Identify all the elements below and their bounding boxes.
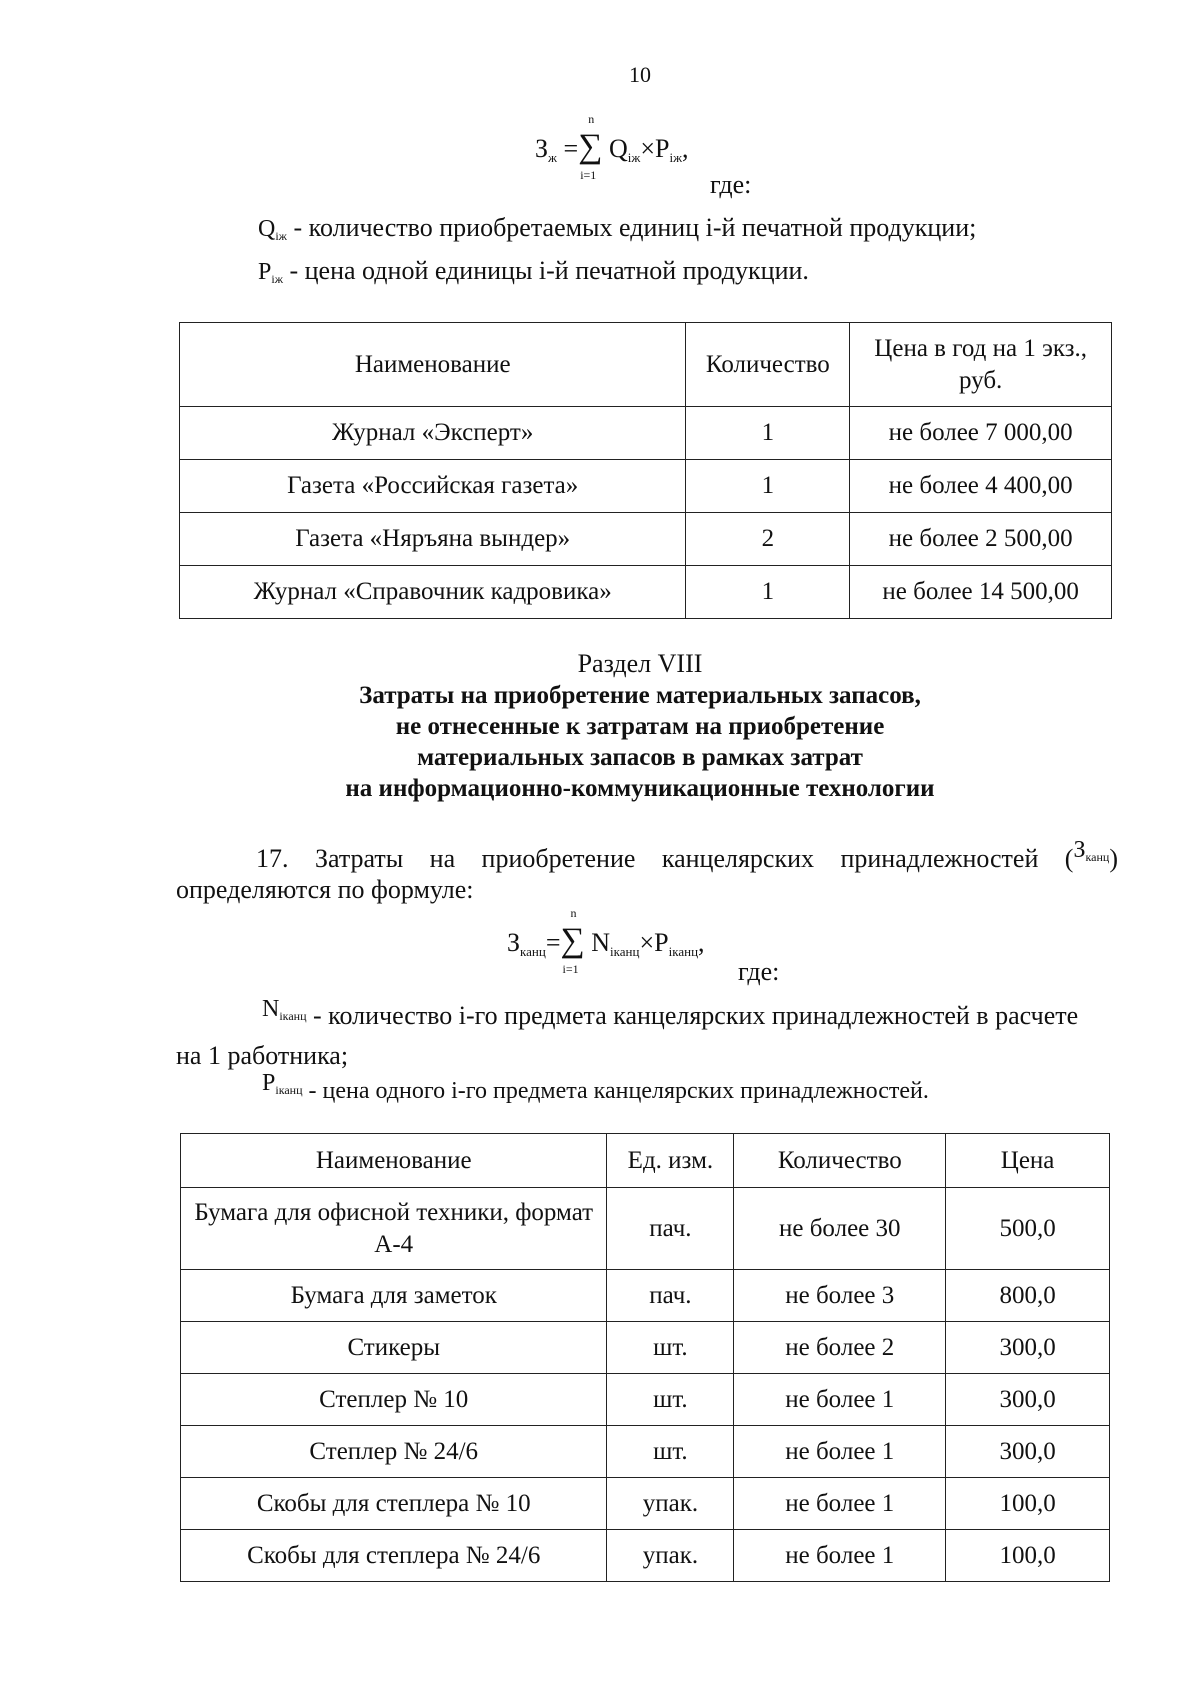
- header-cell: Количество: [734, 1134, 946, 1188]
- paragraph-17: 17. Затраты на приобретение канцелярских принадлежностей $(З_{канц})$: [256, 837, 1118, 873]
- header-cell: Количество: [686, 323, 850, 407]
- definition-q: $Q_{iж}$ - количество приобретаемых единиц i-й печатной продукции;: [258, 213, 977, 243]
- header-cell: Наименование: [180, 323, 686, 407]
- table-row: Скобы для степлера № 24/6 упак. не более 1 100,0: [181, 1530, 1110, 1582]
- table-row: Газета «Няръяна вындер» 2 не более 2 500,00: [180, 513, 1112, 566]
- table-row: Скобы для степлера № 10 упак. не более 1 100,0: [181, 1478, 1110, 1530]
- formula-where: где:: [738, 957, 780, 986]
- page-number: 10: [629, 62, 651, 87]
- stationery-table: [180, 1133, 1110, 1582]
- paragraph-17-line2: определяются по формуле:: [176, 875, 474, 904]
- header-cell: Наименование: [181, 1134, 607, 1188]
- definition-p-stationery: $P_{iканц}$ - цена одного i-го предмета канцелярских принадлежностей.: [262, 1070, 929, 1104]
- table-row: Стикеры шт. не более 2 300,0: [181, 1322, 1110, 1374]
- table-header-row: [181, 1134, 1110, 1188]
- table-row: Журнал «Справочник кадровика» 1 не более 14 500,00: [180, 566, 1112, 619]
- section-title-line: Затраты на приобретение материальных запасов,: [359, 682, 921, 709]
- formula-stationery: $З_{канц}=\sum$ n i=1 $N_{iканц}\times P_{iканц}$,: [507, 906, 705, 976]
- periodicals-table: [179, 322, 1112, 619]
- formula-periodicals: $З_ж$ =∑ n i=1 $Q_{iж}\times P_{iж}$,: [535, 112, 689, 182]
- definition-p: $P_{iж}$ - цена одной единицы i-й печатной продукции.: [258, 256, 809, 286]
- table-row: Бумага для заметок пач. не более 3 800,0: [181, 1270, 1110, 1322]
- table-row: Газета «Российская газета» 1 не более 4 400,00: [180, 460, 1112, 513]
- section-title-line: на информационно-коммуникационные технологии: [345, 775, 935, 802]
- section-heading: [260, 648, 1020, 804]
- table-row: Степлер № 24/6 шт. не более 1 300,0: [181, 1426, 1110, 1478]
- section-title-line: материальных запасов в рамках затрат: [417, 744, 863, 771]
- table-row: Бумага для офисной техники, формат А-4 пач. не более 30 500,0: [181, 1188, 1110, 1270]
- sum-symbol: ∑ n i=1: [578, 112, 603, 182]
- sum-symbol: ∑ n i=1: [560, 906, 585, 976]
- formula-where: где:: [710, 170, 752, 199]
- table-header-row: [180, 323, 1112, 407]
- header-cell: Ед. изм.: [607, 1134, 734, 1188]
- definition-n: $N_{iканц}$ - количество i-го предмета канцелярских принадлежностей в расчете на 1 работника;: [176, 996, 1079, 1070]
- section-title-line: не отнесенные к затратам на приобретение: [395, 713, 885, 740]
- table-row: Журнал «Эксперт» 1 не более 7 000,00: [180, 407, 1112, 460]
- section-label: Раздел VIII: [577, 649, 703, 678]
- table-row: Степлер № 10 шт. не более 1 300,0: [181, 1374, 1110, 1426]
- header-cell: Цена: [946, 1134, 1110, 1188]
- header-cell: Цена в год на 1 экз., руб.: [850, 323, 1112, 407]
